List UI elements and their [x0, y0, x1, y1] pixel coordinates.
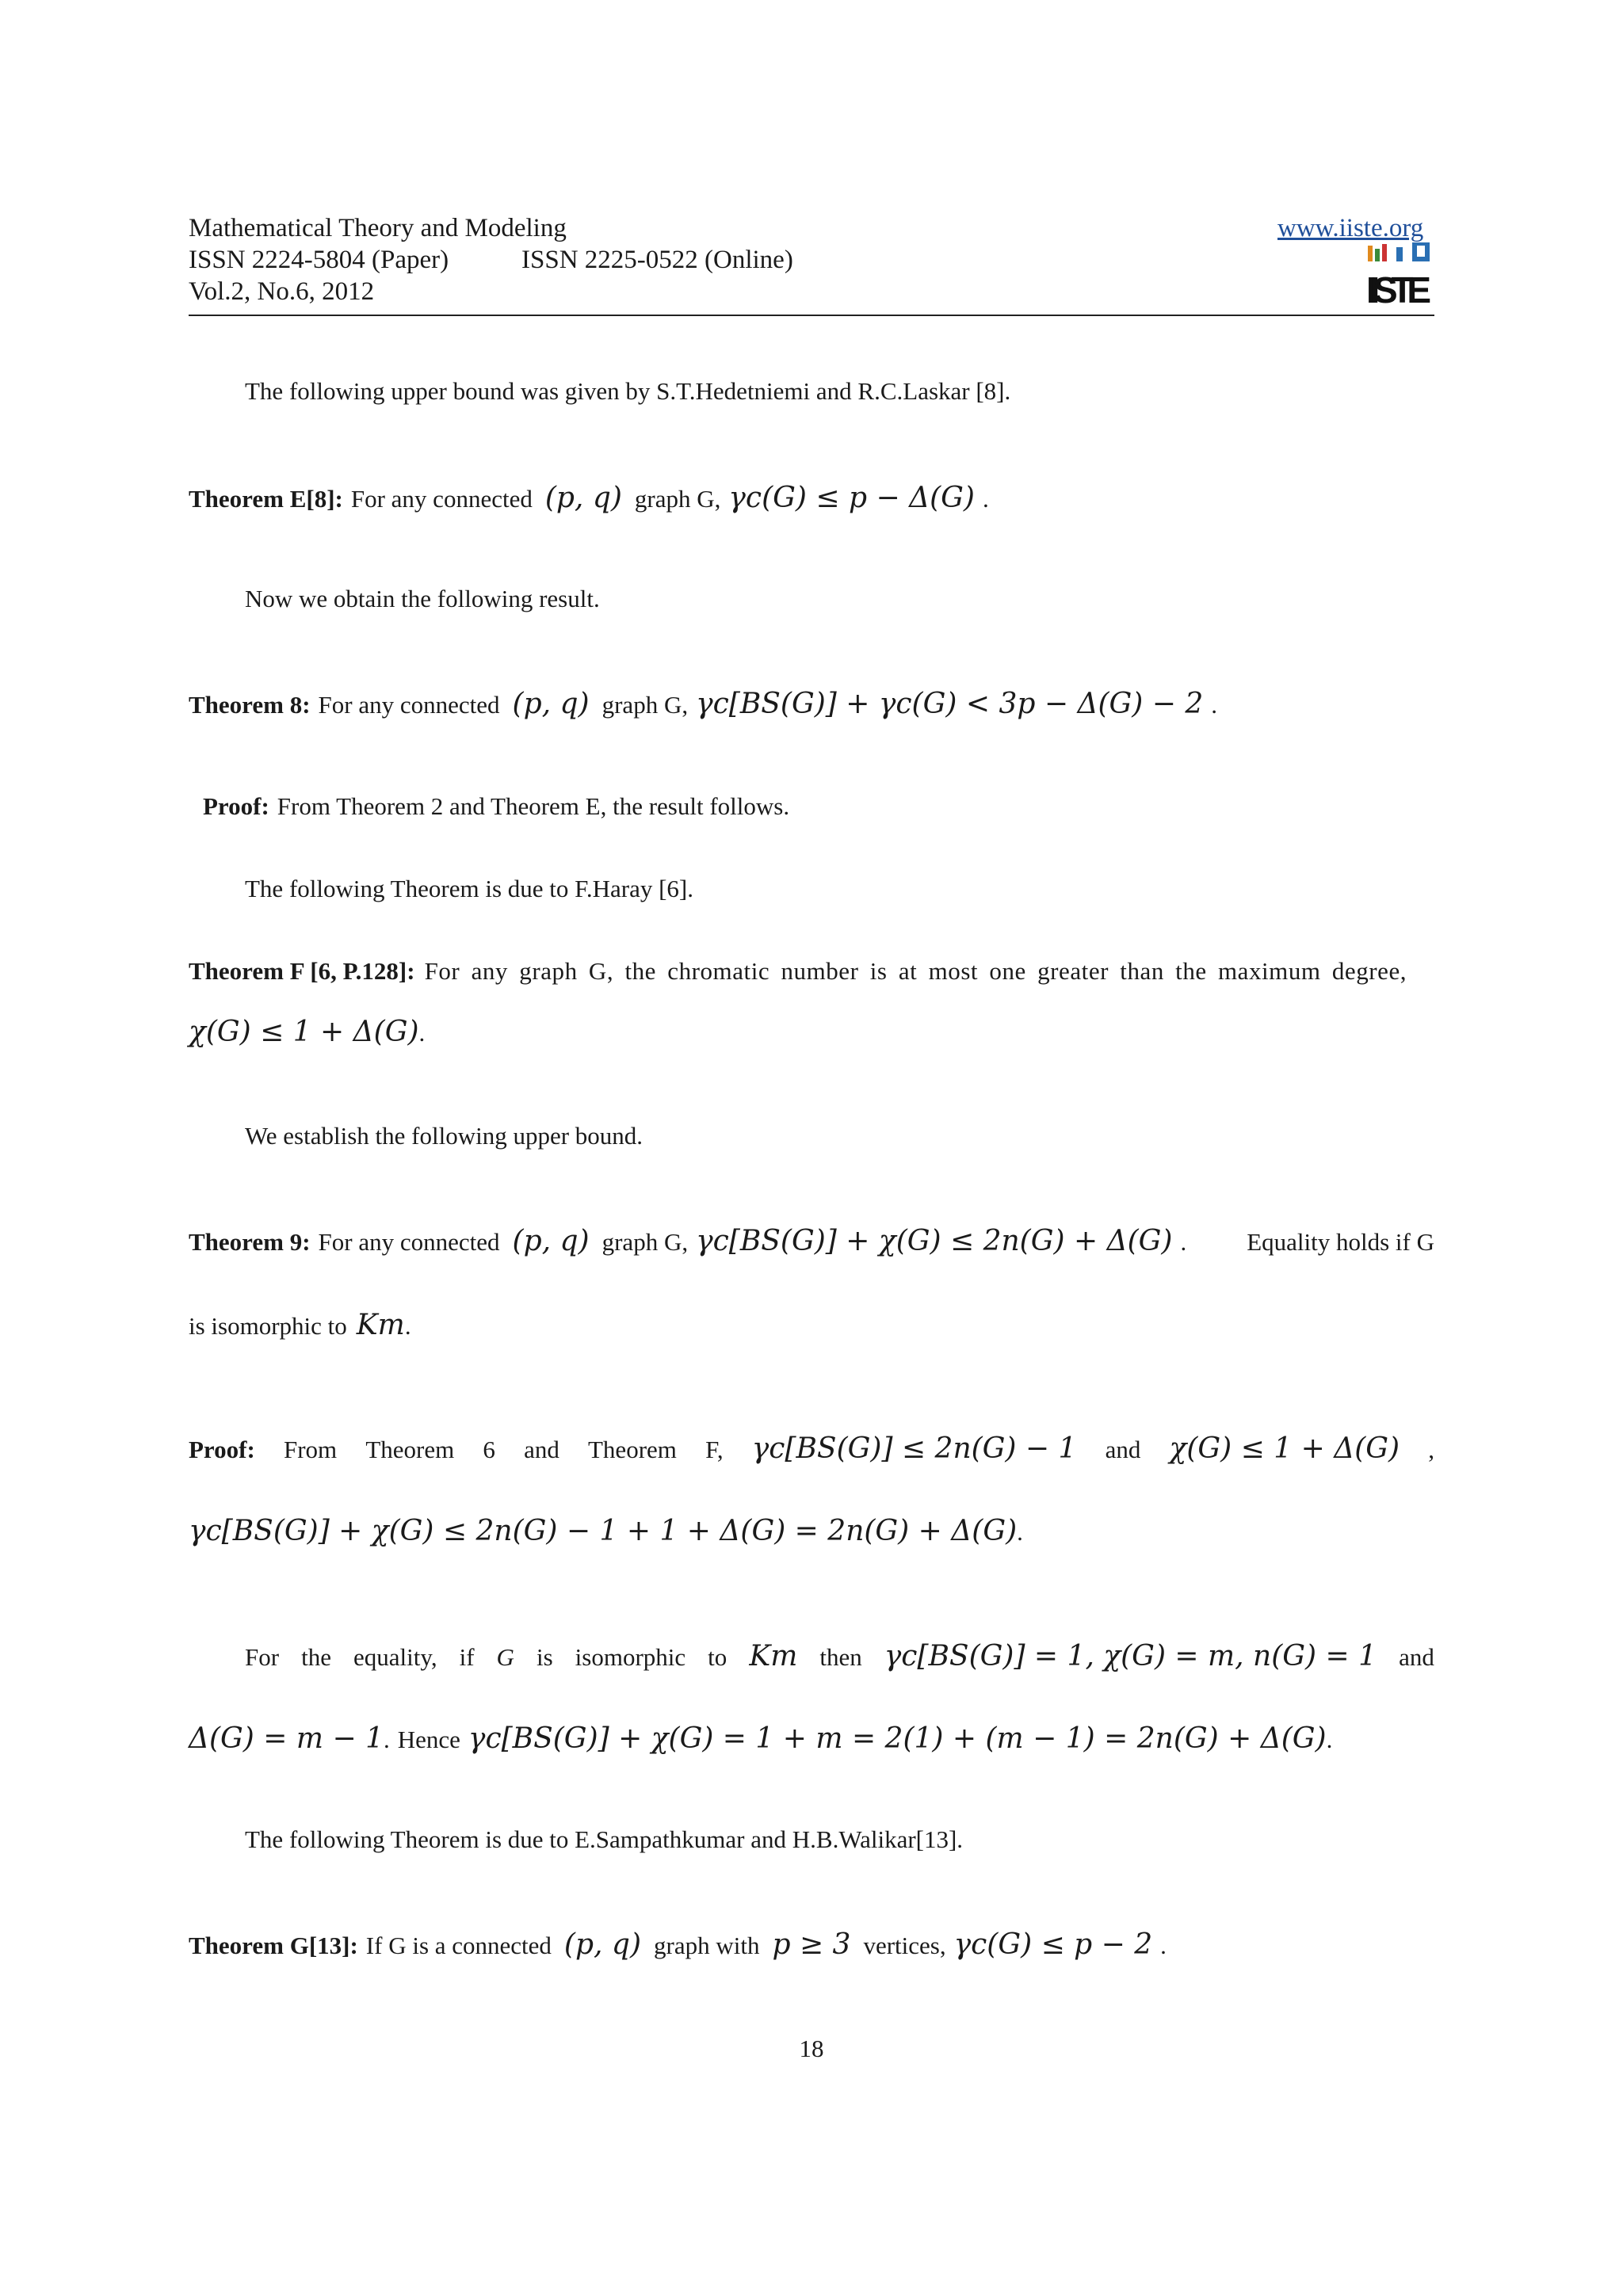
proof-9-line1: Proof: From Theorem 6 and Theorem F, γc[BS(G)] ≤ 2n(G) − 1 and χ(G) ≤ 1 + Δ(G) , [189, 1432, 1434, 1465]
paragraph-intro-hedetniemi: The following upper bound was given by S.T.Hedetniemi and R.C.Laskar [8]. [245, 377, 1011, 405]
equality-word: the [301, 1643, 331, 1671]
theorem-9-tail: Equality holds if G [1247, 1228, 1434, 1256]
theorem-f-text: For any graph G, the chromatic number is at most one greater than the maximum degree, [424, 957, 1407, 985]
pq-symbol: (p, q) [512, 688, 590, 720]
proof-label: Proof: [203, 792, 269, 820]
paragraph-sampathkumar: The following Theorem is due to E.Sampathkumar and H.B.Walikar[13]. [245, 1825, 964, 1853]
proof-9-word: From [283, 1436, 338, 1463]
theorem-g-condition: p ≥ 3 [772, 1928, 851, 1961]
theorem-g-label: Theorem G[13]: [189, 1932, 358, 1959]
equality-formula-2: Δ(G) = m − 1 [189, 1722, 384, 1755]
equality-word: if [459, 1643, 475, 1671]
hence-word: Hence [397, 1726, 460, 1753]
website-link[interactable]: www.iiste.org [1277, 214, 1424, 242]
theorem-f-formula: χ(G) ≤ 1 + Δ(G) [189, 1016, 419, 1048]
graph-g-text: graph G, [601, 1228, 689, 1256]
km-symbol: Km [749, 1640, 798, 1672]
theorem-g-formula: γc(G) ≤ p − 2 [953, 1928, 1153, 1961]
equality-word: to [708, 1643, 727, 1671]
proof-8-text: From Theorem 2 and Theorem E, the result follows. [277, 792, 790, 820]
volume-info: Vol.2, No.6, 2012 [189, 277, 375, 306]
theorem-g-text-3: vertices, [863, 1932, 946, 1959]
equality-word: For [245, 1643, 280, 1671]
proof-9-word: and [524, 1436, 559, 1463]
theorem-e-formula: γc(G) ≤ p − Δ(G) [728, 482, 975, 514]
equality-word: equality, [353, 1643, 437, 1671]
graph-g-text: graph G, [601, 691, 689, 719]
equality-formula-3: γc[BS(G)] + χ(G) = 1 + m = 2(1) + (m − 1) = 2n(G) + Δ(G) [468, 1722, 1327, 1755]
theorem-9: Theorem 9: For any connected (p, q) graph G, γc[BS(G)] + χ(G) ≤ 2n(G) + Δ(G) . Equality holds if G [189, 1225, 1434, 1257]
pq-symbol: (p, q) [563, 1928, 641, 1961]
theorem-e-label: Theorem E[8]: [189, 485, 343, 513]
theorem-f-label: Theorem F [6, P.128]: [189, 957, 415, 985]
paragraph-upper-bound: We establish the following upper bound. [245, 1122, 643, 1150]
theorem-g-text-2: graph with [654, 1932, 760, 1959]
theorem-9-formula: γc[BS(G)] + χ(G) ≤ 2n(G) + Δ(G) [696, 1225, 1173, 1257]
equality-word: G [496, 1643, 514, 1671]
theorem-f [189, 957, 1407, 986]
theorem-8-formula: γc[BS(G)] + γc(G) < 3p − Δ(G) − 2 [696, 688, 1204, 720]
proof-9-word: F, [705, 1436, 724, 1463]
iiste-logo [1365, 241, 1433, 307]
and-word: and [1399, 1643, 1434, 1671]
equality-word: isomorphic [575, 1643, 686, 1671]
theorem-g: Theorem G[13]: If G is a connected (p, q) graph with p ≥ 3 vertices, γc(G) ≤ p − 2 . [189, 1928, 1167, 1961]
graph-g-text: graph G, [634, 485, 721, 513]
and-word: and [1105, 1436, 1141, 1463]
page-number: 18 [799, 2035, 824, 2062]
theorem-8: Theorem 8: For any connected (p, q) graph G, γc[BS(G)] + γc(G) < 3p − Δ(G) − 2 . [189, 688, 1218, 720]
theorem-f-formula-line: χ(G) ≤ 1 + Δ(G) . [189, 1016, 426, 1048]
proof-9-formula-3: γc[BS(G)] + χ(G) ≤ 2n(G) − 1 + 1 + Δ(G) = 2n(G) + Δ(G) [189, 1515, 1018, 1547]
equality-formula-1: γc[BS(G)] = 1, χ(G) = m, n(G) = 1 [884, 1640, 1377, 1672]
proof-9-formula-2: χ(G) ≤ 1 + Δ(G) [1169, 1432, 1400, 1465]
pq-symbol: (p, q) [512, 1225, 590, 1257]
journal-title: Mathematical Theory and Modeling [189, 214, 567, 242]
paragraph-haray: The following Theorem is due to F.Haray [6]. [245, 875, 694, 902]
pq-symbol: (p, q) [544, 482, 622, 514]
svg-text:IISTE: IISTE [1366, 269, 1431, 307]
proof-label: Proof: [189, 1436, 255, 1463]
theorem-9-label: Theorem 9: [189, 1228, 311, 1256]
proof-9-line2: γc[BS(G)] + χ(G) ≤ 2n(G) − 1 + 1 + Δ(G) = 2n(G) + Δ(G) . [189, 1515, 1023, 1547]
proof-8 [203, 792, 789, 821]
proof-9-word: Theorem [365, 1436, 455, 1463]
km-symbol: Km [356, 1309, 405, 1341]
theorem-9-line2: is isomorphic to Km . [189, 1309, 411, 1341]
theorem-e-text: For any connected [350, 485, 533, 513]
proof-9-word: Theorem [588, 1436, 677, 1463]
issn-online: ISSN 2225-0522 (Online) [521, 246, 793, 274]
header-rule [189, 315, 1434, 316]
theorem-e: Theorem E[8]: For any connected (p, q) graph G, γc(G) ≤ p − Δ(G) . [189, 482, 989, 514]
proof-9-word: 6 [483, 1436, 495, 1463]
proof-9-formula-1: γc[BS(G)] ≤ 2n(G) − 1 [751, 1432, 1077, 1465]
theorem-9-text: For any connected [318, 1228, 500, 1256]
equality-word: is [536, 1643, 553, 1671]
theorem-9-isomorphic: is isomorphic to [189, 1312, 347, 1340]
paragraph-now-we-obtain: Now we obtain the following result. [245, 585, 600, 612]
theorem-g-text-1: If G is a connected [365, 1932, 552, 1959]
theorem-8-label: Theorem 8: [189, 691, 311, 719]
then-word: then [819, 1643, 862, 1671]
equality-line2: Δ(G) = m − 1 . Hence γc[BS(G)] + χ(G) = 1 + m = 2(1) + (m − 1) = 2n(G) + Δ(G) . [189, 1722, 1333, 1755]
theorem-8-text: For any connected [318, 691, 500, 719]
equality-line1 [245, 1640, 1434, 1672]
issn-paper: ISSN 2224-5804 (Paper) [189, 246, 449, 274]
